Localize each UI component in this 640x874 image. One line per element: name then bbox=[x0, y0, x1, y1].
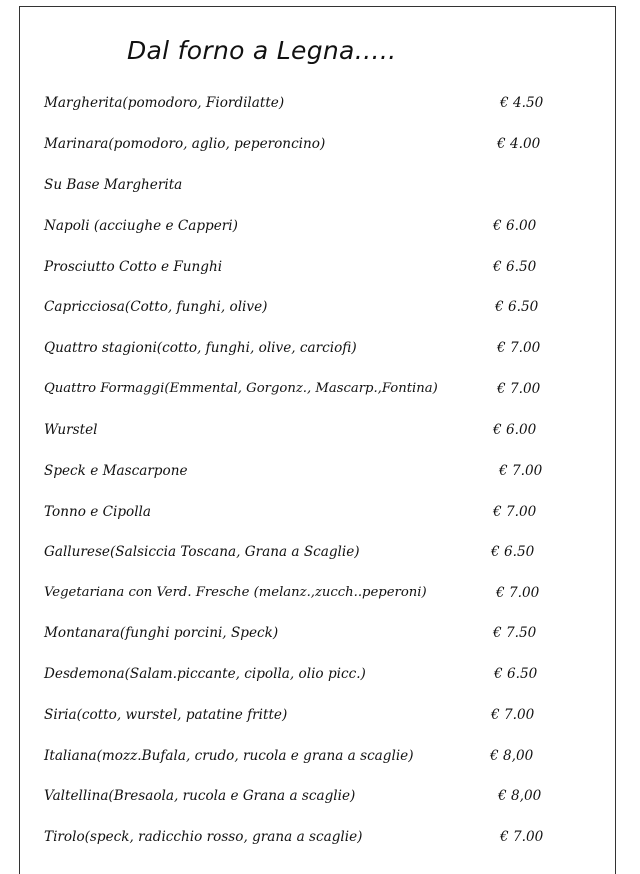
item-name: Tonno e Cipolla bbox=[44, 504, 152, 520]
item-name: Gallurese(Salsiccia Toscana, Grana a Scaglie) bbox=[44, 544, 360, 560]
item-price: € 7.00 bbox=[497, 340, 541, 356]
menu-item bbox=[0, 746, 640, 768]
menu-item bbox=[0, 257, 640, 279]
menu-item bbox=[0, 461, 640, 483]
menu-item bbox=[0, 338, 640, 360]
menu-title: Dal forno a Legna….. bbox=[127, 36, 397, 65]
item-price: € 6.50 bbox=[491, 544, 535, 560]
item-price: € 7.00 bbox=[497, 381, 541, 397]
item-name: Vegetariana con Verd. Fresche (melanz.,zucch..peperoni) bbox=[44, 585, 427, 600]
item-price: € 7.50 bbox=[493, 625, 537, 641]
item-price: € 6.50 bbox=[494, 666, 538, 682]
item-name: Desdemona(Salam.piccante, cipolla, olio picc.) bbox=[44, 666, 366, 682]
item-name: Quattro Formaggi(Emmental, Gorgonz., Mascarp.,Fontina) bbox=[44, 381, 438, 396]
item-name: Quattro stagioni(cotto, funghi, olive, carciofi) bbox=[44, 340, 357, 356]
item-name: Margherita(pomodoro, Fiordilatte) bbox=[44, 95, 285, 111]
item-price: € 6.00 bbox=[493, 218, 537, 234]
menu-item bbox=[0, 542, 640, 564]
item-name: Siria(cotto, wurstel, patatine fritte) bbox=[44, 707, 288, 723]
section-heading-label: Su Base Margherita bbox=[44, 177, 183, 193]
item-name: Prosciutto Cotto e Funghi bbox=[44, 259, 223, 275]
item-price: € 8,00 bbox=[498, 788, 542, 804]
menu-item bbox=[0, 705, 640, 727]
menu-section-heading bbox=[0, 175, 640, 197]
item-price: € 8,00 bbox=[490, 748, 534, 764]
item-name: Valtellina(Bresaola, rucola e Grana a scaglie) bbox=[44, 788, 356, 804]
item-price: € 6.50 bbox=[493, 259, 537, 275]
item-price: € 4.50 bbox=[500, 95, 544, 111]
item-price: € 6.00 bbox=[493, 422, 537, 438]
menu-item bbox=[0, 134, 640, 156]
menu-item bbox=[0, 420, 640, 442]
item-price: € 7.00 bbox=[491, 707, 535, 723]
item-price: € 7.00 bbox=[493, 504, 537, 520]
item-name: Marinara(pomodoro, aglio, peperoncino) bbox=[44, 136, 326, 152]
item-name: Capricciosa(Cotto, funghi, olive) bbox=[44, 299, 268, 315]
menu-item bbox=[0, 502, 640, 524]
item-name: Speck e Mascarpone bbox=[44, 463, 188, 479]
item-name: Napoli (acciughe e Capperi) bbox=[44, 218, 238, 234]
menu-item bbox=[0, 297, 640, 319]
menu-item bbox=[0, 583, 640, 605]
item-price: € 7.00 bbox=[496, 585, 540, 601]
menu-item bbox=[0, 623, 640, 645]
menu-item bbox=[0, 827, 640, 849]
item-price: € 6.50 bbox=[495, 299, 539, 315]
item-name: Italiana(mozz.Bufala, crudo, rucola e grana a scaglie) bbox=[44, 748, 414, 764]
menu-item bbox=[0, 664, 640, 686]
item-price: € 7.00 bbox=[499, 463, 543, 479]
menu-item bbox=[0, 379, 640, 401]
item-price: € 4.00 bbox=[497, 136, 541, 152]
item-name: Montanara(funghi porcini, Speck) bbox=[44, 625, 279, 641]
menu-item bbox=[0, 786, 640, 808]
item-price: € 7.00 bbox=[500, 829, 544, 845]
item-name: Wurstel bbox=[44, 422, 98, 438]
menu-item bbox=[0, 216, 640, 238]
item-name: Tirolo(speck, radicchio rosso, grana a scaglie) bbox=[44, 829, 363, 845]
menu-item bbox=[0, 93, 640, 115]
